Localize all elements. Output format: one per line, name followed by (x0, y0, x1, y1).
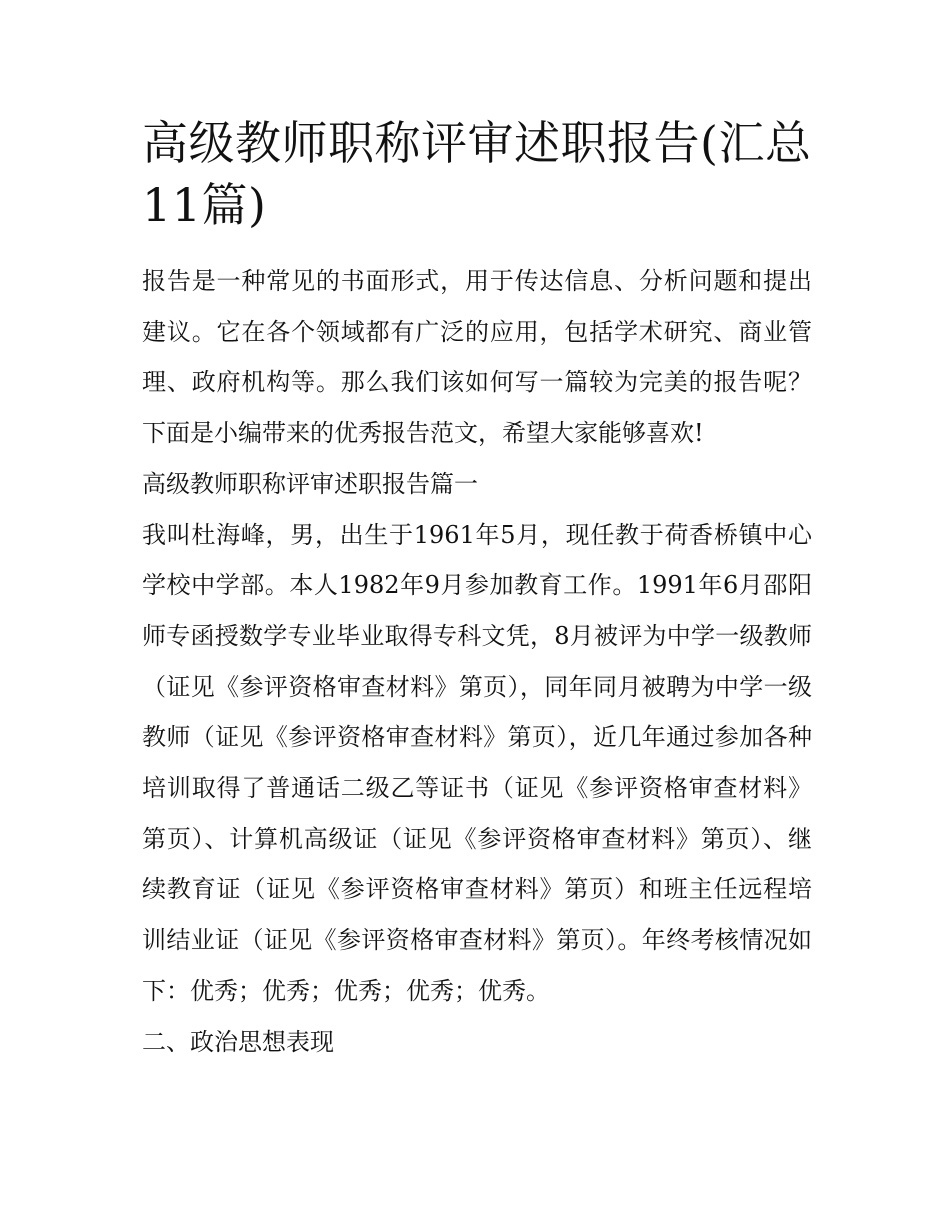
personal-profile-paragraph: 我叫杜海峰，男，出生于1961年5月，现任教于荷香桥镇中心学校中学部。本人1982年9月参加教育工作。1991年6月邵阳师专函授数学专业毕业取得专科文凭，8月被评为中学一级教师（证见《参评资格审查材料》第页），同年同月被聘为中学一级教师（证见《参评资格审查材料》第页），近几年通过参加各种培训取得了普通话二级乙等证书（证见《参评资格审查材料》第页）、计算机高级证（证见《参评资格审查材料》第页）、继续教育证（证见《参评资格审查材料》第页）和班主任远程培训结业证（证见《参评资格审查材料》第页）。年终考核情况如下：优秀；优秀；优秀；优秀；优秀。 (142, 520, 812, 1005)
document-page (142, 112, 812, 1067)
intro-paragraph: 报告是一种常见的书面形式，用于传达信息、分析问题和提出建议。它在各个领域都有广泛的应用，包括学术研究、商业管理、政府机构等。那么我们该如何写一篇较为完美的报告呢？下面是小编带来的优秀报告范文，希望大家能够喜欢! (142, 267, 812, 448)
document-title: 高级教师职称评审述职报告(汇总11篇) (142, 116, 812, 232)
section-heading-political-thought: 二、政治思想表现 (142, 1027, 334, 1056)
section-heading-part-one: 高级教师职称评审述职报告篇一 (142, 469, 478, 498)
